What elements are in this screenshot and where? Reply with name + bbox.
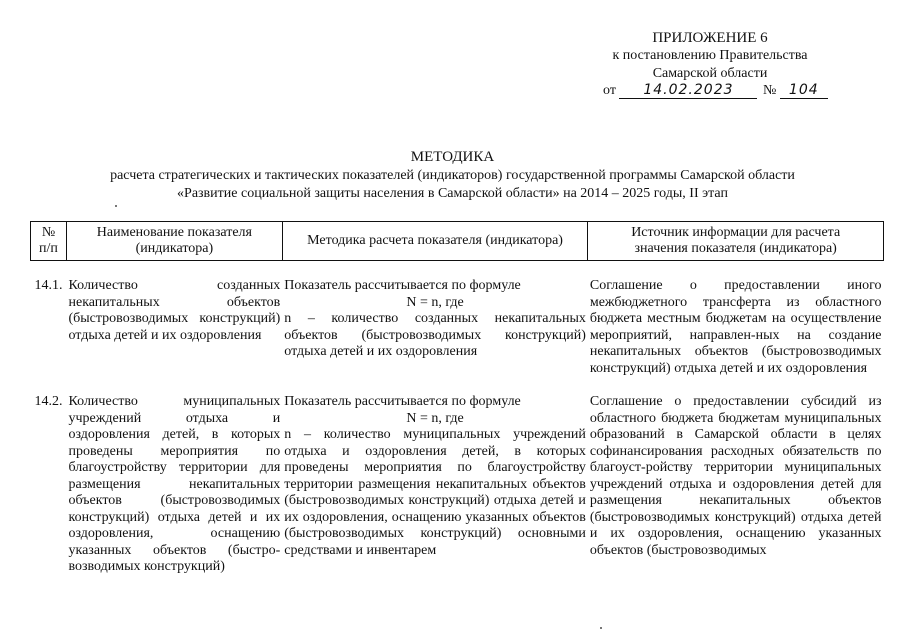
row-number: 14.2. xyxy=(34,394,63,409)
table-row xyxy=(31,278,884,377)
row-indicator-name: Количество созданных некапитальных объектов (быстровозводимых конструкций) отдыха детей и их оздоровления xyxy=(68,278,281,343)
row-number: 14.1. xyxy=(34,278,63,293)
table-row xyxy=(31,394,884,576)
from-prefix: от xyxy=(603,83,616,98)
resolution-date-line xyxy=(603,82,828,100)
method-intro: Показатель рассчитывается по формуле xyxy=(284,394,521,409)
header-indicator-name: Наименование показателя (индикатора) xyxy=(66,222,282,261)
scan-speck xyxy=(600,627,602,629)
appendix-block xyxy=(560,29,860,83)
appendix-label: ПРИЛОЖЕНИЕ 6 xyxy=(652,30,768,46)
row-source: Соглашение о предоставлении иного межбюджетного трансферта из областного бюджета местным бюджетам на осуществление мероприятий, направлен-ных на создание некапитальных объектов (быстровозводимых конструкций) отдыха детей и их оздоровления xyxy=(589,278,882,376)
header-number: № п/п xyxy=(31,222,67,261)
resolution-date: 14.02.2023 xyxy=(619,82,757,99)
scan-speck xyxy=(115,205,117,207)
indicator-table xyxy=(30,221,884,576)
table-header-row xyxy=(31,222,884,261)
method-definition: n – количество муниципальных учреждений отдыха и оздоровления детей, в которых проведены мероприятия по благоустройству территории размещения некапитальных объектов (быстровозводимых конструкций) отдыха детей и их оздоровления, оснащению указанных объектов (быстровозводимых конструкций) основными средствами и инвентарем xyxy=(284,427,586,558)
row-method xyxy=(282,394,588,576)
document-subtitle-2: «Развитие социальной защиты населения в Самарской области» на 2014 – 2025 годы, II этап xyxy=(177,186,728,201)
header-source: Источник информации для расчета значения показателя (индикатора) xyxy=(588,222,884,261)
appendix-line-1: к постановлению Правительства xyxy=(612,48,808,63)
appendix-line-2: Самарской области xyxy=(652,66,768,81)
row-source: Соглашение о предоставлении субсидий из областного бюджета бюджетам муниципальных образований в Самарской области в целях софинансирования расходных обязательств по благоуст-ройству территории муниципальных учреждений отдыха и оздоровления детей для размещения некапитальных объектов (быстровозводимых конструкций) отдыха детей и их оздоровления, оснащению указанных объектов (быстровозводимых xyxy=(589,394,882,558)
method-intro: Показатель рассчитывается по формуле xyxy=(284,278,521,293)
method-formula: N = n, где xyxy=(406,294,464,310)
resolution-number: 104 xyxy=(780,82,828,99)
header-method: Методика расчета показателя (индикатора) xyxy=(282,222,588,261)
method-definition: n – количество созданных некапитальных объектов (быстровозводимых конструкций) отдыха детей и их оздоровления xyxy=(284,311,586,359)
row-method xyxy=(282,278,588,377)
document-subtitle-1: расчета стратегических и тактических показателей (индикаторов) государственной программы Самарской области xyxy=(110,168,795,183)
row-indicator-name: Количество муниципальных учреждений отдыха и оздоровления детей, в которых проведены мероприятия по благоустройству территории для размещения некапитальных объектов (быстровозводимых конструкций) отдыха детей и их оздоровления, оснащению указанных объектов (быстро-возводимых конструкций) xyxy=(68,394,281,574)
method-formula: N = n, где xyxy=(406,410,464,426)
document-title: МЕТОДИКА xyxy=(410,149,495,165)
number-prefix: № xyxy=(762,83,777,98)
